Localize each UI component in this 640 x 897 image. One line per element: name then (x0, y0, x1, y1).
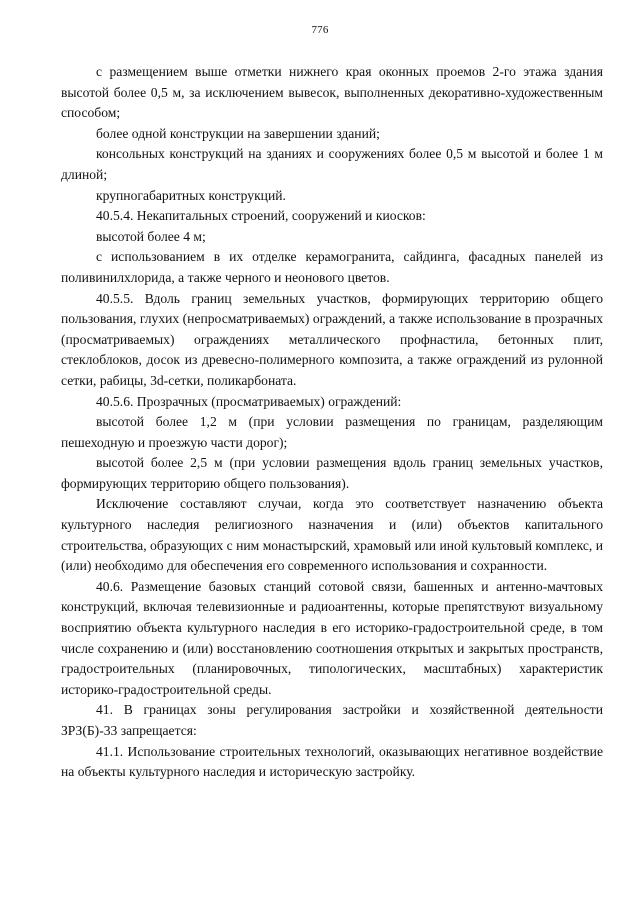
paragraph: Исключение составляют случаи, когда это соответствует назначению объекта культурного наследия религиозного назначения и (или) объектов капитального строительства, образующих с ним монастырский, храмовый или иной культовый комплекс, и (или) необходимо для обеспечения его современного использования и сохранности. (61, 496, 603, 574)
paragraph: более одной конструкции на завершении зданий; (96, 125, 380, 141)
section-heading-40-5-6: 40.5.6. Прозрачных (просматриваемых) ограждений: (96, 393, 402, 409)
page-number: 776 (311, 24, 329, 36)
paragraph: высотой более 4 м; (96, 228, 206, 244)
document-body (61, 62, 603, 783)
section-40-5-5: 40.5.5. Вдоль границ земельных участков, формирующих территорию общего пользования, глухих (непросматриваемых) ограждений, а также использование в прозрачных (просматриваемых) ограждениях металлического профнастила, бетонных плит, стеклоблоков, досок из древесно-полимерного композита, а также ограждений из рулонной сетки, рабицы, 3d-сетки, поликарбоната. (61, 290, 603, 388)
paragraph: высотой более 2,5 м (при условии размещения вдоль границ земельных участков, формирующих территорию общего пользования). (61, 455, 603, 491)
paragraph: консольных конструкций на зданиях и сооружениях более 0,5 м высотой и более 1 м длиной; (61, 146, 603, 182)
paragraph: с размещением выше отметки нижнего края оконных проемов 2-го этажа здания высотой более 0,5 м, за исключением вывесок, выполненных декоративно-художественным способом; (61, 64, 603, 121)
paragraph: с использованием в их отделке керамогранита, сайдинга, фасадных панелей из поливинилхлорида, а также черного и неонового цветов. (61, 249, 603, 285)
section-40-6: 40.6. Размещение базовых станций сотовой связи, башенных и антенно-мачтовых конструкций, включая телевизионные и радиоантенны, которые препятствуют визуальному восприятию объекта культурного наследия в его историко-градостроительной среде, в том числе сохранению и (или) восстановлению соотношения открытых и закрытых пространств, градостроительных (планировочных, типологических, масштабных) характеристик историко-градостроительной среды. (61, 578, 603, 697)
section-heading-40-5-4: 40.5.4. Некапитальных строений, сооружений и киосков: (96, 208, 426, 224)
section-41: 41. В границах зоны регулирования застройки и хозяйственной деятельности ЗРЗ(Б)-33 запрещается: (61, 702, 603, 738)
paragraph: крупногабаритных конструкций. (96, 187, 286, 203)
paragraph: высотой более 1,2 м (при условии размещения по границам, разделяющим пешеходную и проезжую части дорог); (61, 414, 603, 450)
section-41-1: 41.1. Использование строительных технологий, оказывающих негативное воздействие на объекты культурного наследия и историческую застройку. (61, 743, 603, 780)
